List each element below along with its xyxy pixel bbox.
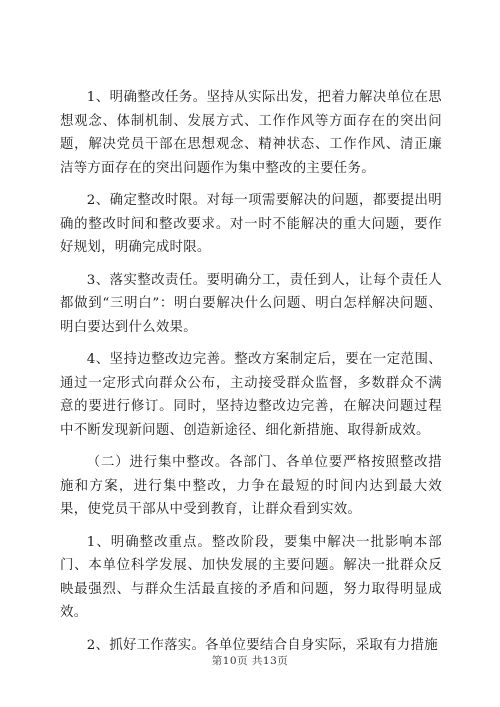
paragraph-5: （二）进行集中整改。各部门、各单位要严格按照整改措施和方案，进行集中整改，力争在最短的时间内达到最大效果，使党员干部从中受到教育，让群众看到实效。 <box>60 455 442 517</box>
document-body <box>60 86 442 666</box>
paragraph-6: 1、明确整改重点。整改阶段，要集中解决一批影响本部门、本单位科学发展、加快发展的主要问题。解决一批群众反映最强烈、与群众生活最直接的矛盾和问题，努力取得明显成效。 <box>60 534 442 620</box>
paragraph-7: 2、抓好工作落实。各单位要结合自身实际，采取有力措施 <box>86 637 438 653</box>
paragraph-3: 3、落实整改责任。要明确分工，责任到人，让每个责任人都做到“三明白”：明白要解决什么问题、明白怎样解决问题、明白要达到什么效果。 <box>60 272 442 335</box>
paragraph-4: 4、坚持边整改边完善。整改方案制定后，要在一定范围、通过一定形式向群众公布，主动接受群众监督，多数群众不满意的要进行修订。同时，坚持边整改边完善，在解决问题过程中不断发现新问题、创造新途径、细化新措施、取得新成效。 <box>60 352 442 438</box>
paragraph-2: 2、确定整改时限。对每一项需要解决的问题，都要提出明确的整改时间和整改要求。对一时不能解决的重大问题，要作好规划，明确完成时限。 <box>60 193 442 255</box>
page-number-footer: 第10页 共13页 <box>211 655 289 667</box>
paragraph-1: 1、明确整改任务。坚持从实际出发，把着力解决单位在思想观念、体制机制、发展方式、工作作风等方面存在的突出问题，解决党员干部在思想观念、精神状态、工作作风、清正廉洁等方面存在的突出问题作为集中整改的主要任务。 <box>60 90 442 176</box>
